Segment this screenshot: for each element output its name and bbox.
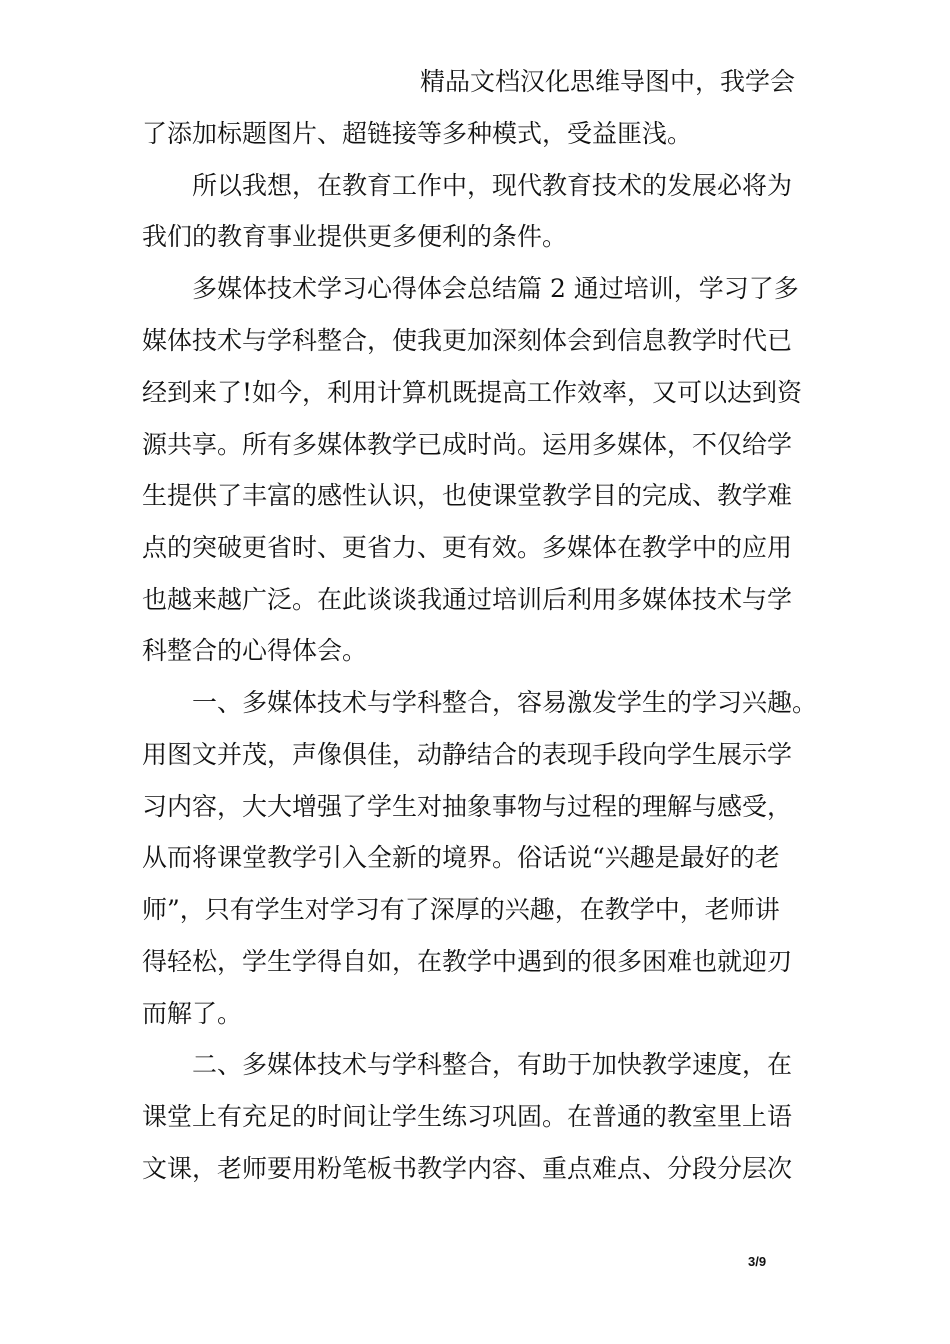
text-line-content: 了添加标题图片、超链接等多种模式，受益匪浅。 [142, 119, 693, 148]
text-line-content: 师”，只有学生对学习有了深厚的兴趣，在教学中，老师讲 [142, 895, 780, 924]
header-line-rest: 汉化思维导图中，我学会 [520, 67, 796, 96]
text-line-content: 生提供了丰富的感性认识，也使课堂教学目的完成、教学难 [142, 481, 793, 510]
text-line-content: 媒体技术与学科整合，使我更加深刻体会到信息教学时代已 [142, 326, 793, 355]
text-line [0, 1097, 950, 1137]
text-line-content: 课堂上有充足的时间让学生练习巩固。在普通的教室里上语 [142, 1102, 793, 1131]
header-line [420, 62, 795, 102]
text-line [0, 787, 950, 827]
text-line-header [0, 62, 950, 102]
text-line [0, 269, 950, 309]
text-line-content: 习内容，大大增强了学生对抽象事物与过程的理解与感受， [142, 792, 793, 821]
text-line-content: 而解了。 [142, 999, 243, 1028]
text-line-content: 所以我想，在教育工作中，现代教育技术的发展必将为 [192, 171, 793, 200]
text-line [0, 217, 950, 257]
text-line [0, 735, 950, 775]
text-line [0, 838, 950, 878]
text-line [0, 580, 950, 620]
text-line [0, 373, 950, 413]
text-line-content: 二、多媒体技术与学科整合，有助于加快教学速度，在 [192, 1050, 793, 1079]
text-line [0, 683, 950, 723]
text-line [0, 994, 950, 1034]
text-line [0, 321, 950, 361]
text-line [0, 476, 950, 516]
text-line [0, 890, 950, 930]
text-line [0, 425, 950, 465]
page-number: 3/9 [748, 1254, 767, 1269]
text-line [0, 1045, 950, 1085]
text-line-content: 用图文并茂，声像俱佳，动静结合的表现手段向学生展示学 [142, 740, 793, 769]
text-line-content: 也越来越广泛。在此谈谈我通过培训后利用多媒体技术与学 [142, 585, 793, 614]
text-line [0, 528, 950, 568]
watermark-text: 精品文档 [420, 67, 521, 96]
text-line-content: 经到来了!如今，利用计算机既提高工作效率，又可以达到资 [142, 378, 803, 407]
text-line [0, 631, 950, 671]
text-line [0, 166, 950, 206]
text-line-content: 源共享。所有多媒体教学已成时尚。运用多媒体，不仅给学 [142, 430, 793, 459]
text-line-content: 多媒体技术学习心得体会总结篇 2 通过培训，学习了多 [192, 274, 799, 303]
text-line-content: 从而将课堂教学引入全新的境界。俗话说“兴趣是最好的老 [142, 843, 780, 872]
text-line [0, 114, 950, 154]
text-line-content: 科整合的心得体会。 [142, 636, 368, 665]
text-line-content: 文课，老师要用粉笔板书教学内容、重点难点、分段分层次 [142, 1154, 793, 1183]
text-line-content: 点的突破更省时、更省力、更有效。多媒体在教学中的应用 [142, 533, 793, 562]
text-line [0, 1149, 950, 1189]
text-line [0, 942, 950, 982]
text-line-content: 一、多媒体技术与学科整合，容易激发学生的学习兴趣。 [192, 688, 818, 717]
text-line-content: 得轻松，学生学得自如，在教学中遇到的很多困难也就迎刃 [142, 947, 793, 976]
text-line-content: 我们的教育事业提供更多便利的条件。 [142, 222, 568, 251]
